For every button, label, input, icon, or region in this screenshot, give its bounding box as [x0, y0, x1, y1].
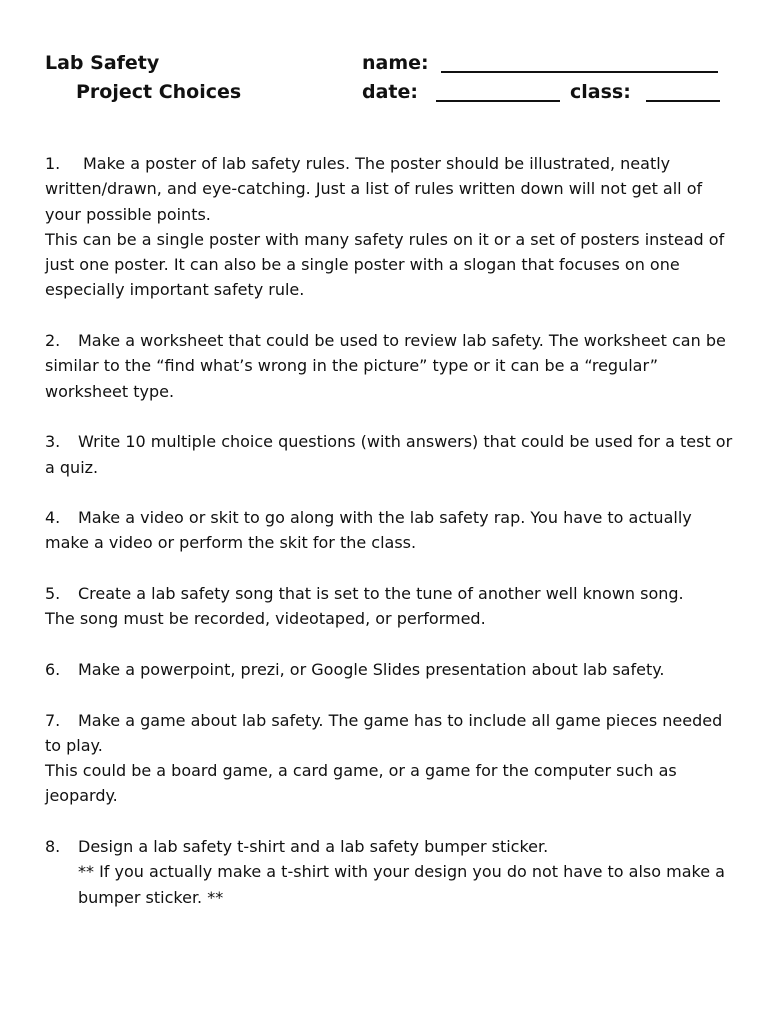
project-choice-8	[45, 834, 735, 910]
worksheet-title: Lab Safety	[45, 52, 160, 74]
date-label: date:	[362, 81, 418, 103]
item-number: 8.	[45, 837, 61, 857]
project-choice-2	[45, 328, 735, 404]
item-number: 2.	[45, 331, 61, 351]
item-extra: The song must be recorded, videotaped, or performed.	[45, 609, 486, 629]
item-note: ** If you actually make a t-shirt with your design you do not have to also make a bumper sticker. **	[78, 862, 725, 907]
item-text: Make a worksheet that could be used to review lab safety. The worksheet can be similar to the “find what’s wrong in the picture” type or it can be a “regular” worksheet type.	[45, 331, 726, 401]
item-extra: This can be a single poster with many safety rules on it or a set of posters instead of just one poster. It can also be a single poster with a slogan that focuses on one especially important safety rule.	[45, 229, 725, 300]
item-text: Create a lab safety song that is set to the tune of another well known song.	[78, 584, 684, 604]
item-text: Write 10 multiple choice questions (with answers) that could be used for a test or a quiz.	[45, 432, 733, 477]
item-number: 7.	[45, 710, 61, 730]
worksheet-subtitle: Project Choices	[76, 81, 242, 103]
class-label: class:	[570, 81, 631, 103]
name-label: name:	[362, 52, 429, 74]
class-blank-line[interactable]	[646, 100, 720, 102]
item-extra: This could be a board game, a card game, or a game for the computer such as jeopardy.	[45, 761, 677, 806]
item-text: Design a lab safety t-shirt and a lab safety bumper sticker.	[78, 837, 549, 857]
item-text: Make a video or skit to go along with the lab safety rap. You have to actually make a video or perform the skit for the class.	[45, 508, 692, 553]
project-choice-3	[45, 429, 735, 480]
project-choice-5	[45, 581, 735, 632]
item-number: 1.	[45, 154, 61, 173]
project-choice-6	[45, 657, 735, 682]
item-number: 3.	[45, 432, 61, 452]
item-number: 4.	[45, 508, 61, 528]
date-blank-line[interactable]	[436, 100, 560, 102]
item-number: 6.	[45, 659, 61, 679]
project-choice-4	[45, 505, 735, 556]
item-text: Make a powerpoint, prezi, or Google Slides presentation about lab safety.	[78, 659, 665, 679]
item-text: Make a poster of lab safety rules. The poster should be illustrated, neatly written/drawn, and eye-catching. Just a list of rules written down will not get all of your possible points.	[45, 154, 703, 224]
project-choice-7	[45, 708, 735, 809]
item-text: Make a game about lab safety. The game has to include all game pieces needed to play.	[45, 710, 723, 755]
item-number: 5.	[45, 584, 61, 604]
name-blank-line[interactable]	[441, 71, 718, 73]
project-choices-list	[45, 151, 735, 935]
project-choice-1	[45, 151, 735, 303]
